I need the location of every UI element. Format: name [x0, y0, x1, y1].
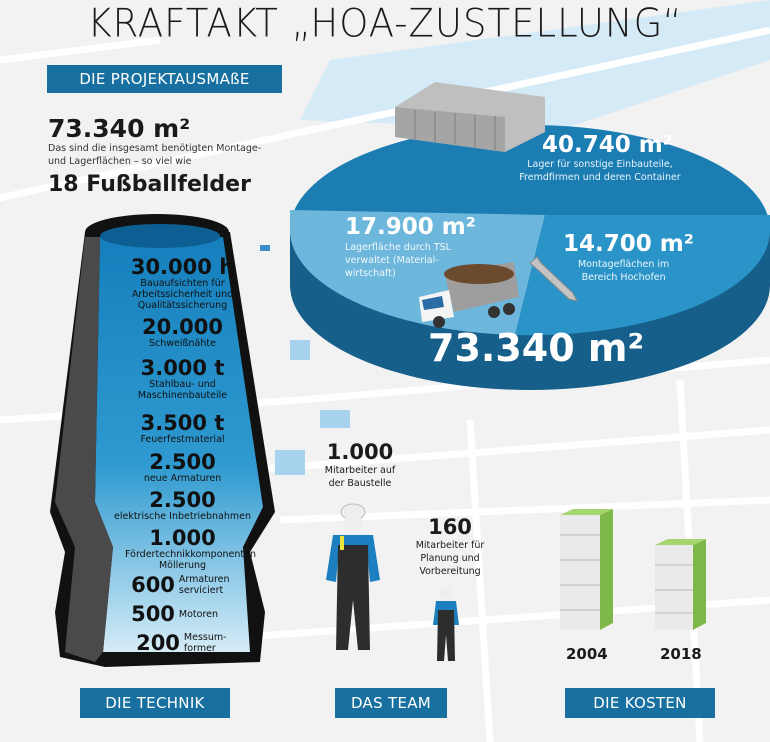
technik-value: 2.500: [149, 450, 216, 474]
summary-comparison: 18 Fußballfelder: [48, 172, 251, 197]
technik-value: 2.500: [149, 488, 216, 512]
section-banner-team: DAS TEAM: [335, 688, 447, 718]
kosten-year-2018: 2018: [660, 645, 702, 663]
area-value-1: 40.740 m²: [542, 132, 673, 158]
team-label-l2: der Baustelle: [328, 478, 392, 489]
technik-item: [100, 412, 265, 445]
technik-label: Feuerfestmaterial: [140, 434, 225, 445]
area-label-2: [345, 241, 451, 280]
area-value-2: 17.900 m²: [345, 214, 476, 240]
technik-item: [100, 527, 265, 571]
technik-label: Fördertechnikkomponenten Möllerung: [125, 549, 256, 571]
technik-value: 600: [131, 573, 175, 597]
technik-item: [100, 603, 265, 625]
technik-value: 3.000 t: [140, 356, 225, 380]
area-label-2-l3: wirtschaft): [345, 268, 396, 279]
area-label-2-l2: verwaltet (Material-: [345, 255, 439, 266]
container-icon: [395, 82, 550, 154]
money-stacks: [555, 505, 715, 635]
team-stat-planung: [410, 515, 490, 578]
area-label-3: [578, 258, 669, 284]
kosten-year-2004: 2004: [566, 645, 608, 663]
area-label-3-l1: Montageflächen im: [578, 259, 670, 270]
area-value-3: 14.700 m²: [563, 231, 694, 257]
technik-label: neue Armaturen: [143, 473, 222, 484]
technik-item: [100, 256, 265, 311]
area-label-1: [500, 158, 700, 184]
team-label-l3: Vorbereitung: [419, 566, 481, 577]
page-title: KRAFTAKT „HOA-ZUSTELLUNG“: [87, 0, 683, 47]
area-total: 73.340 m²: [428, 326, 645, 370]
wrench-icon: [525, 255, 580, 305]
summary-value: 73.340 m²: [48, 114, 191, 143]
team-stat-baustelle: [310, 440, 410, 490]
technik-item: [100, 316, 265, 349]
team-label-l1: Mitarbeiter auf: [324, 465, 396, 476]
technik-value: 1.000: [149, 526, 216, 550]
technik-item: [100, 451, 265, 484]
money-stack-2018: [655, 539, 706, 630]
team-value: 1.000: [326, 440, 394, 464]
technik-label: elektrische Inbetriebnahmen: [114, 511, 251, 522]
area-label-1-l2: Fremdfirmen und deren Container: [519, 172, 681, 183]
area-label-3-l2: Bereich Hochofen: [581, 272, 666, 283]
summary-desc-1: Das sind die insgesamt benötigten Montage-: [48, 143, 262, 154]
summary-description: [48, 142, 261, 168]
technik-value: 20.000: [141, 315, 224, 339]
team-label-l2: Planung und: [420, 553, 480, 564]
technik-label: Schweißnähte: [149, 338, 216, 349]
technik-label: Armaturen serviciert: [178, 574, 230, 596]
area-label-1-l1: Lager für sonstige Einbauteile,: [527, 159, 673, 170]
technik-value: 200: [136, 631, 180, 655]
technik-item: [100, 489, 265, 522]
technik-item: [100, 357, 265, 401]
team-value: 160: [428, 515, 472, 539]
team-label: [410, 539, 490, 578]
technik-item: [100, 632, 265, 654]
money-stack-2004: [560, 509, 613, 630]
technik-label: Messum-former: [183, 632, 227, 654]
technik-label: Stahlbau- und Maschinenbauteile: [137, 379, 228, 401]
technik-value: 30.000 h: [130, 255, 235, 279]
summary-desc-2: und Lagerflächen – so viel wie: [48, 156, 192, 167]
section-banner-projekt: DIE PROJEKTAUSMAßE: [47, 65, 282, 93]
section-banner-technik: DIE TECHNIK: [80, 688, 230, 718]
technik-item: [100, 574, 265, 596]
worker-small-icon: [428, 585, 464, 665]
team-label-l1: Mitarbeiter für: [415, 540, 485, 551]
technik-value: 500: [131, 602, 175, 626]
team-label: [310, 464, 410, 490]
technik-label: Bauaufsichten für Arbeitssicherheit und Qualitätssicherung: [131, 278, 234, 311]
technik-value: 3.500 t: [140, 411, 225, 435]
section-banner-kosten: DIE KOSTEN: [565, 688, 715, 718]
area-label-2-l1: Lagerfläche durch TSL: [345, 242, 451, 253]
worker-large-icon: [318, 500, 388, 670]
technik-label: Motoren: [178, 608, 219, 620]
